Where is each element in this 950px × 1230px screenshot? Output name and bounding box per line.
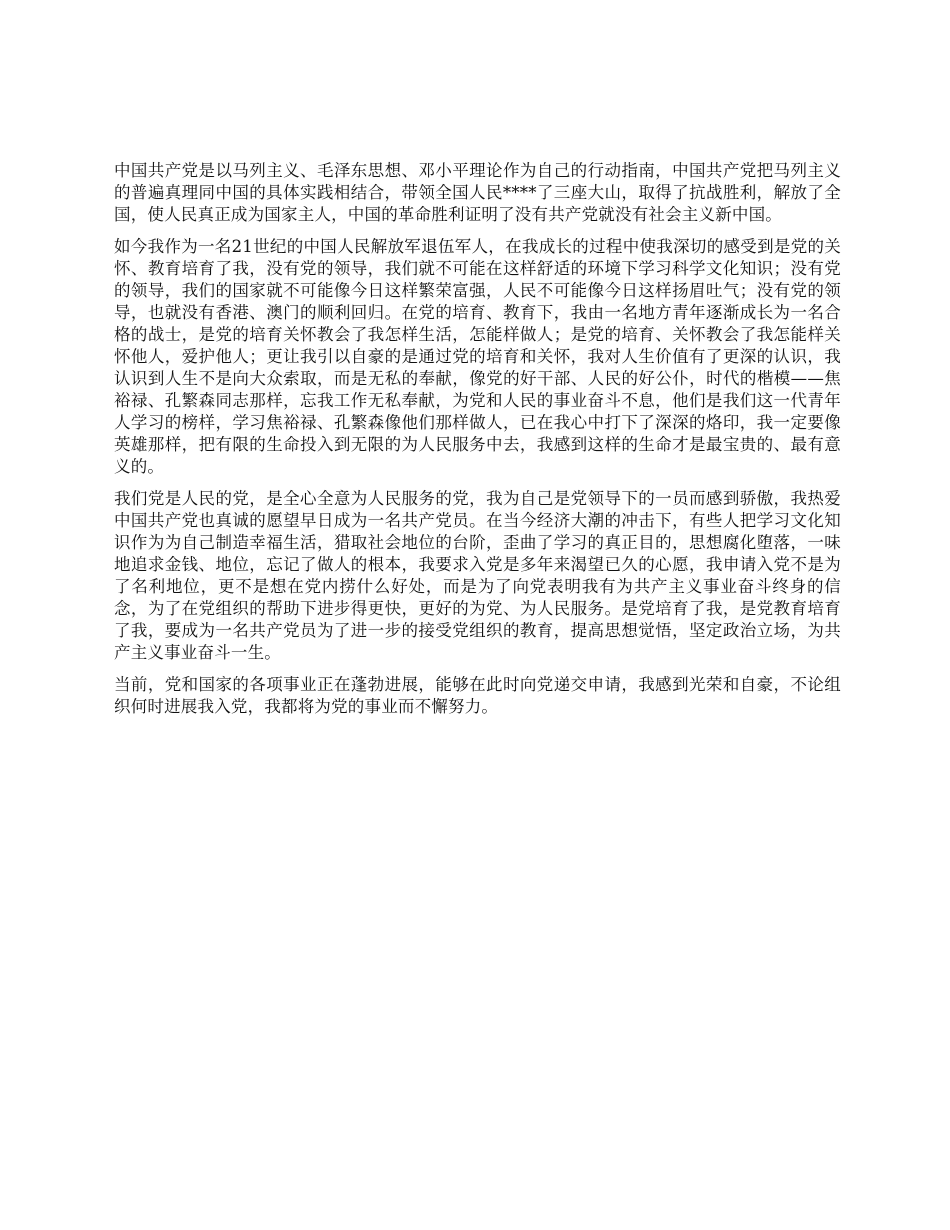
- paragraph-4: 当前，党和国家的各项事业正在蓬勃进展，能够在此时向党递交申请，我感到光荣和自豪，不论组织何时进展我入党，我都将为党的事业而不懈努力。: [114, 675, 841, 716]
- paragraph-2: 如今我作为一名21世纪的中国人民解放军退伍军人，在我成长的过程中使我深切的感受到是党的关怀、教育培育了我，没有党的领导，我们就不可能在这样舒适的环境下学习科学文化知识；没有党的领导，我们的国家就不可能像今日这样繁荣富强，人民不可能像今日这样扬眉吐气；没有党的领导，也就没有香港、澳门的顺利回归。在党的培育、教育下，我由一名地方青年逐渐成长为一名合格的战士，是党的培育关怀教会了我怎样生活，怎能样做人；是党的培育、关怀教会了我怎能样关怀他人，爱护他人；更让我引以自豪的是通过党的培育和关怀，我对人生价值有了更深的认识，我认识到人生不是向大众索取，而是无私的奉献，像党的好干部、人民的好公仆，时代的楷模——焦裕禄、孔繁森同志那样，忘我工作无私奉献，为党和人民的事业奋斗不息，他们是我们这一代青年人学习的榜样，学习焦裕禄、孔繁森像他们那样做人，已在我心中打下了深深的烙印，我一定要像英雄那样，把有限的生命投入到无限的为人民服务中去，我感到这样的生命才是最宝贵的、最有意义的。: [114, 237, 841, 476]
- document-body: [114, 160, 841, 728]
- paragraph-3: 我们党是人民的党，是全心全意为人民服务的党，我为自己是党领导下的一员而感到骄傲，我热爱中国共产党也真诚的愿望早日成为一名共产党员。在当今经济大潮的冲击下，有些人把学习文化知识作为为自己制造幸福生活，猎取社会地位的台阶，歪曲了学习的真正目的，思想腐化堕落，一味地追求金钱、地位，忘记了做人的根本，我要求入党是多年来渴望已久的心愿，我申请入党不是为了名利地位，更不是想在党内捞什么好处，而是为了向党表明我有为共产主义事业奋斗终身的信念，为了在党组织的帮助下进步得更快，更好的为党、为人民服务。是党培育了我，是党教育培育了我，要成为一名共产党员为了进一步的接受党组织的教育，提高思想觉悟，坚定政治立场，为共产主义事业奋斗一生。: [114, 489, 841, 662]
- paragraph-1: 中国共产党是以马列主义、毛泽东思想、邓小平理论作为自己的行动指南，中国共产党把马列主义的普遍真理同中国的具体实践相结合，带领全国人民****了三座大山，取得了抗战胜利，解放了全国，使人民真正成为国家主人，中国的革命胜利证明了没有共产党就没有社会主义新中国。: [114, 161, 841, 224]
